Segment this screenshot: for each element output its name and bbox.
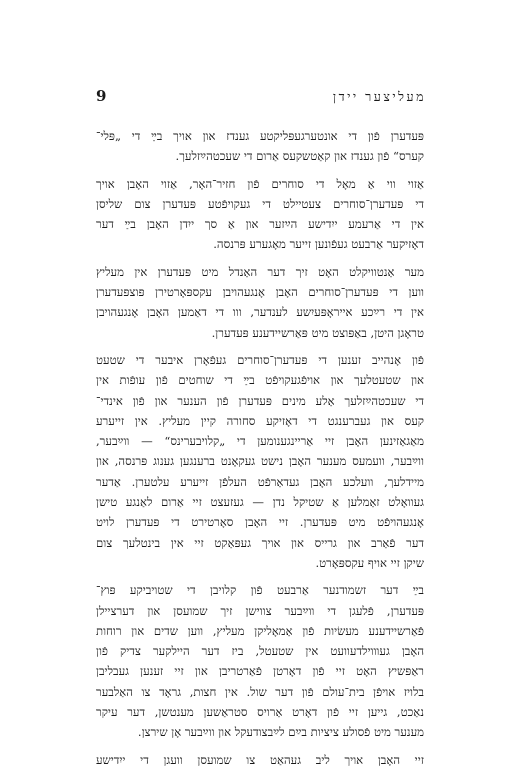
text-line: ווען די פּעדערן־סוחרים האָבן אָנגעהויבן עקספּאָרטירן פּוצפּעדערן [96,285,424,300]
text-line: נאַכט, גייען זיי פֿון דאָרט אַרויס סטראַשען מענטשן, דער עיקר [96,705,424,720]
body-text [96,126,424,770]
text-line: די שעכטהײַזלעך אַלע מינים פּעדערן פֿון הענער און פֿון אינדי־ [96,393,424,408]
text-line: דער פֿאַרב און גרייס און אויך געפּאַקט זיי אין בינטלעך צום [96,535,424,550]
text-line: האָבן געוווילדעוועט אין שטעטל, ביז דער היילקער צדיק פֿון [96,644,424,659]
paragraph [96,350,424,573]
text-line: אין די אַרעמע ייִדישע הײַזער און אַ סך ייִדן האָבן בײַ דער [96,217,424,232]
paragraph [96,126,424,167]
text-line: מער אַנטוויקלט האָט זיך דער האַנדל מיט פּעדערן אין מעליץ [96,264,424,279]
page-number: 9 [96,87,107,105]
text-line: בײַ דער זשמודנער אַרבעט פֿון קלויבן די שטויביקע פּוץ־ [96,583,424,598]
running-header [96,89,426,109]
text-line: מאַגאַזינען האָבן זיי אַריינגענומען די „קלויבערינס“ — ווײַבער, [96,434,424,449]
text-line: אין די רײַכע אייראָפּעיִשע לענדער, ווו די דאַמען האָבן אָנגעהויבן [96,305,424,320]
text-line: קעס און געברענגט די דאָזיקע סחורה קיין מעליץ. אין זייערע [96,413,424,428]
paragraph [96,174,424,255]
text-line: מענער מיט פֿסולע ציציות בײַם לײַבצודעקל און ווײַבער אָן שירצן. [137,725,424,740]
text-line: דאָזיקער אַרבעט געפֿונען זייער מאָגערע פּרנסה. [213,237,424,252]
text-line: ראַפּשיץ האָט זיי פֿון דאָרטן פֿאַרטריבן און זיי זענען געבליבן [96,664,424,679]
paragraph [96,580,424,742]
text-line: בלויז אויפֿן בית־עולם פֿון דער שול. אין חצות, גראָד צו האַלבער [96,684,424,699]
text-line: און שטעטלעך און אויפֿגעקויפֿט בײַ די שוחטים פֿון עופֿות אין [96,373,424,388]
text-line: פֿון אָנהייב זענען די פּעדערן־סוחרים געפֿאָרן איבער די שטעט [96,352,424,367]
paragraph [96,262,424,343]
text-line: געוואָלט זאַמלען אַ שטיקל נדן — געזעצט זיי אַרום לאַנגע טישן [96,495,424,510]
text-line: אָנגעהויפֿט מיט פּעדערן. זיי האָבן סאָרטירט די פּעדערן לויט [96,515,424,530]
text-line: טראָגן היטן, באַפּוצט מיט פּאַרשיידענע פּעדערן. [211,325,424,340]
running-title: מעליצער יידן [332,89,426,104]
text-line: קערס“ פֿון גענדז און קאַטשקעס אַרום די שעכטהײַזלעך. [175,149,424,164]
text-line: שיקן זיי אויף עקספּאָרט. [315,555,424,570]
text-line: פּעדערן, פֿלעגן די ווײַבער צווישן זיך שמועסן און דערציילן [96,603,424,618]
text-line: פּעדערן פֿון די אונטערגעפּליקטע גענדז און אויך בײַ די „פּלי־ [96,129,424,143]
text-line: אַזוי ווי אַ מאָל די סוחרים פֿון חזיר־האָר, אַזוי האָבן אויך [96,176,424,191]
text-line: מיידלעך, וועלכע האָבן געדאַרפֿט העלפֿן זייערע עלטערן. אַדער [96,474,424,489]
text-line: די פּעדערן־סוחרים צעטיילט די געקויפֿטע פּעדערן צום שליסן [96,196,424,211]
text-line: זיי האָבן אויך ליב געהאַט צו שמועסן וועגן די ייִדישע [96,752,424,767]
text-line: ווײַבער, וועמעס מענער האָבן נישט געקאָנט ברענגען גענוג פּרנסה, און [96,454,424,469]
text-line: פֿאַרשיידענע מעשׂיות פֿון אַמאָליקן מעליץ, ווען שדים און רוחות [96,623,424,638]
